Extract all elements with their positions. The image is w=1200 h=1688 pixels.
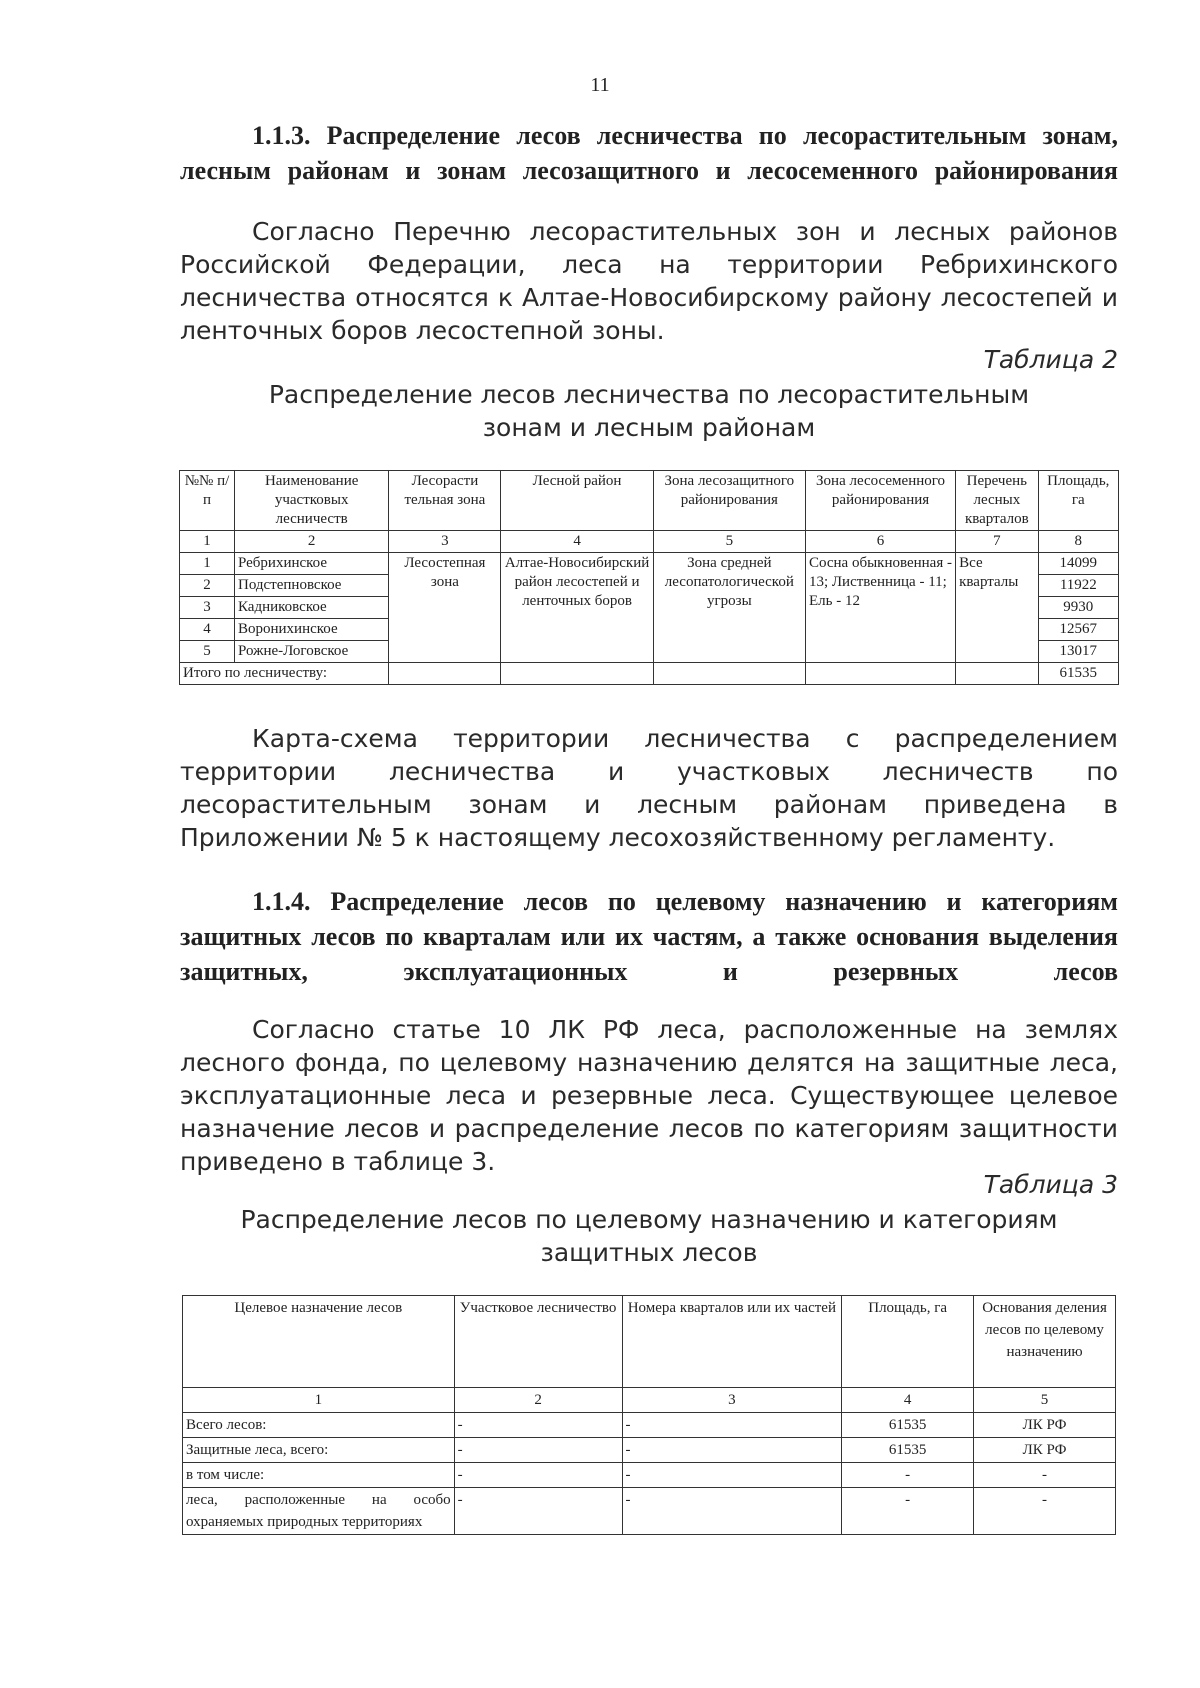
- table-header-cell: Целевое назначение лесов: [183, 1296, 455, 1388]
- table-header-cell: Номера кварталов или их частей: [622, 1296, 842, 1388]
- empty-cell: [501, 663, 653, 685]
- quarters-cell: -: [622, 1488, 842, 1535]
- quarters-list: Все кварталы: [956, 553, 1038, 663]
- table-row: [180, 553, 1119, 575]
- table-header-cell: Площадь, га: [842, 1296, 974, 1388]
- district-name: Подстепновское: [234, 575, 388, 597]
- row-number: 4: [180, 619, 235, 641]
- column-number: 4: [842, 1388, 974, 1413]
- table-row: [183, 1488, 1116, 1535]
- table-2-title-line2: зонам и лесным районам: [482, 413, 816, 442]
- empty-cell: [389, 663, 501, 685]
- quarters-cell: -: [622, 1413, 842, 1438]
- row-number: 2: [180, 575, 235, 597]
- empty-cell: [653, 663, 805, 685]
- area-value: 11922: [1038, 575, 1118, 597]
- area-cell: -: [842, 1488, 974, 1535]
- paragraph-map-reference: Карта-схема территории лесничества с распределением территории лесничества и участковых лесничеств по лесорастительным зонам и лесным районам приведена в Приложении № 5 к настоящему лесохозяйственному регламенту.: [180, 724, 1118, 852]
- table-header-cell: Зона лесосеменного районирования: [805, 471, 955, 531]
- area-cell: 61535: [842, 1413, 974, 1438]
- purpose-cell: Всего лесов:: [183, 1413, 455, 1438]
- column-number: 3: [622, 1388, 842, 1413]
- protection-zone: Зона средней лесопатологической угрозы: [653, 553, 805, 663]
- empty-cell: [805, 663, 955, 685]
- area-value: 9930: [1038, 597, 1118, 619]
- district-cell: -: [454, 1463, 622, 1488]
- purpose-cell: в том числе:: [183, 1463, 455, 1488]
- row-number: 5: [180, 641, 235, 663]
- column-number: 1: [183, 1388, 455, 1413]
- empty-cell: [956, 663, 1038, 685]
- district-name: Ребрихинское: [234, 553, 388, 575]
- quarters-cell: -: [622, 1463, 842, 1488]
- forest-zone: Лесостепная зона: [389, 553, 501, 663]
- quarters-cell: -: [622, 1438, 842, 1463]
- column-number: 1: [180, 531, 235, 553]
- column-number: 2: [454, 1388, 622, 1413]
- table-3-title-line2: защитных лесов: [540, 1238, 758, 1267]
- area-cell: 61535: [842, 1438, 974, 1463]
- total-label: Итого по лесничеству:: [180, 663, 389, 685]
- area-value: 12567: [1038, 619, 1118, 641]
- column-number: 5: [974, 1388, 1116, 1413]
- district-cell: -: [454, 1488, 622, 1535]
- table-total-row: [180, 663, 1119, 685]
- table-header-cell: Перечень лесных кварталов: [956, 471, 1038, 531]
- table-column-numbers-row: [183, 1388, 1116, 1413]
- table-header-row: [183, 1296, 1116, 1388]
- purpose-cell: леса, расположенные на особо охраняемых природных территориях: [183, 1488, 455, 1535]
- district-cell: -: [454, 1413, 622, 1438]
- table-3-title: [180, 1203, 1118, 1269]
- district-cell: -: [454, 1438, 622, 1463]
- basis-cell: -: [974, 1488, 1116, 1535]
- column-number: 3: [389, 531, 501, 553]
- column-number: 7: [956, 531, 1038, 553]
- table-row: [183, 1463, 1116, 1488]
- forest-district: Алтае-Новосибирский район лесостепей и ленточных боров: [501, 553, 653, 663]
- area-cell: -: [842, 1463, 974, 1488]
- table-2: [179, 470, 1119, 685]
- table-header-cell: Наименование участковых лесничеств: [234, 471, 388, 531]
- purpose-cell: Защитные леса, всего:: [183, 1438, 455, 1463]
- table-header-cell: Участковое лесничество: [454, 1296, 622, 1388]
- table-header-row: [180, 471, 1119, 531]
- table-3-title-line1: Распределение лесов по целевому назначению и категориям: [240, 1205, 1058, 1234]
- table-header-cell: №№ п/п: [180, 471, 235, 531]
- table-header-cell: Лесной район: [501, 471, 653, 531]
- section-heading-1-1-4: 1.1.4. Распределение лесов по целевому назначению и категориям защитных лесов по кварталам или их частям, а также основания выделения защитных, эксплуатационных и резервных лесов: [180, 887, 1118, 986]
- basis-cell: ЛК РФ: [974, 1438, 1116, 1463]
- table-2-label: Таблица 2: [983, 345, 1118, 374]
- column-number: 5: [653, 531, 805, 553]
- table-column-numbers-row: [180, 531, 1119, 553]
- table-row: [183, 1438, 1116, 1463]
- district-name: Кадниковское: [234, 597, 388, 619]
- row-number: 1: [180, 553, 235, 575]
- table-2-title: [180, 378, 1118, 444]
- column-number: 4: [501, 531, 653, 553]
- table-3: [182, 1295, 1116, 1535]
- table-header-cell: Лесорасти тельная зона: [389, 471, 501, 531]
- area-value: 13017: [1038, 641, 1118, 663]
- table-2-title-line1: Распределение лесов лесничества по лесорастительным: [268, 380, 1030, 409]
- page-number: 11: [590, 74, 610, 96]
- row-number: 3: [180, 597, 235, 619]
- table-header-cell: Площадь, га: [1038, 471, 1118, 531]
- table-3-label: Таблица 3: [983, 1170, 1118, 1199]
- table-header-cell: Зона лесозащитного районирования: [653, 471, 805, 531]
- paragraph-forest-purpose: Согласно статье 10 ЛК РФ леса, расположенные на землях лесного фонда, по целевому назначению делятся на защитные леса, эксплуатационные леса и резервные леса. Существующее целевое назначение лесов и распределение лесов по категориям защитности приведено в таблице 3.: [180, 1015, 1118, 1176]
- basis-cell: -: [974, 1463, 1116, 1488]
- basis-cell: ЛК РФ: [974, 1413, 1116, 1438]
- column-number: 2: [234, 531, 388, 553]
- paragraph-forest-zones: Согласно Перечню лесорастительных зон и лесных районов Российской Федерации, леса на территории Ребрихинского лесничества относятся к Алтае-Новосибирскому району лесостепей и ленточных боров лесостепной зоны.: [180, 217, 1118, 345]
- section-heading-1-1-3: 1.1.3. Распределение лесов лесничества по лесорастительным зонам, лесным районам и зонам лесозащитного и лесосеменного районирования: [180, 121, 1118, 185]
- district-name: Воронихинское: [234, 619, 388, 641]
- column-number: 6: [805, 531, 955, 553]
- column-number: 8: [1038, 531, 1118, 553]
- seed-zone: Сосна обыкновенная - 13; Лиственница - 11; Ель - 12: [805, 553, 955, 663]
- table-header-cell: Основания деления лесов по целевому назначению: [974, 1296, 1116, 1388]
- table-row: [183, 1413, 1116, 1438]
- total-area: 61535: [1038, 663, 1118, 685]
- district-name: Рожне-Логовское: [234, 641, 388, 663]
- area-value: 14099: [1038, 553, 1118, 575]
